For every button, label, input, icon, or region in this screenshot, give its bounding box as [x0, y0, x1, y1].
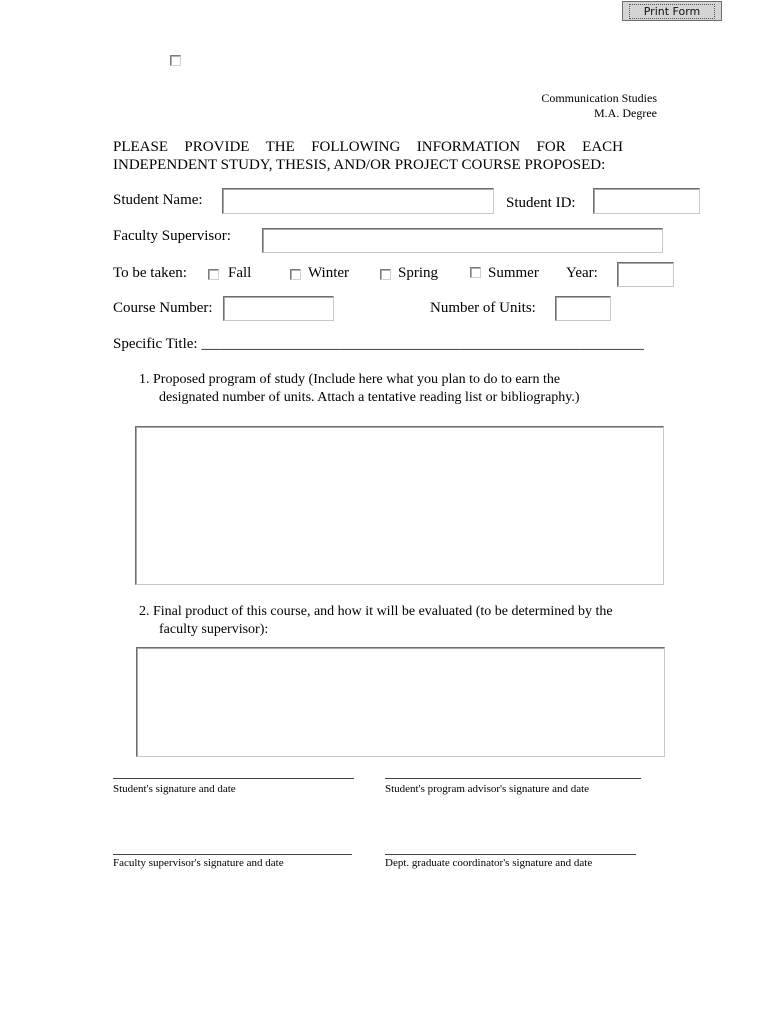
- fall-label: Fall: [228, 265, 252, 281]
- question-2-line1: 2. Final product of this course, and how it will be evaluated (to be determined by the: [139, 604, 613, 619]
- question-1-line1: 1. Proposed program of study (Include here what you plan to do to earn the: [139, 372, 561, 387]
- final-product-textarea[interactable]: [136, 647, 665, 757]
- degree-label: M.A. Degree: [594, 106, 657, 120]
- department-label: Communication Studies: [541, 91, 657, 105]
- student-name-input[interactable]: [222, 188, 494, 214]
- student-name-label: Student Name:: [113, 192, 203, 208]
- print-form-label: Print Form: [629, 4, 716, 19]
- program-advisor-signature-label: Student's program advisor's signature and date: [385, 783, 590, 795]
- faculty-supervisor-signature-line: [113, 854, 352, 855]
- spring-label: Spring: [398, 265, 439, 281]
- question-1-line2: designated number of units. Attach a tentative reading list or bibliography.): [159, 390, 580, 405]
- form-heading-line2: INDEPENDENT STUDY, THESIS, AND/OR PROJECT COURSE PROPOSED:: [113, 157, 606, 173]
- faculty-supervisor-input[interactable]: [262, 228, 663, 253]
- form-heading-line1: PLEASE PROVIDE THE FOLLOWING INFORMATION FOR EACH: [113, 139, 623, 155]
- faculty-supervisor-signature-label: Faculty supervisor's signature and date: [113, 857, 284, 869]
- winter-checkbox[interactable]: [290, 269, 301, 280]
- student-signature-line: [113, 778, 354, 779]
- print-form-button[interactable]: [622, 1, 722, 21]
- course-number-input[interactable]: [223, 296, 334, 321]
- number-of-units-input[interactable]: [555, 296, 611, 321]
- year-input[interactable]: [617, 262, 674, 287]
- to-be-taken-label: To be taken:: [113, 265, 187, 281]
- student-id-label: Student ID:: [506, 195, 576, 211]
- form-heading-2: [113, 156, 673, 174]
- top-checkbox[interactable]: [170, 55, 181, 66]
- course-number-label: Course Number:: [113, 300, 213, 316]
- summer-label: Summer: [488, 265, 539, 281]
- student-signature-label: Student's signature and date: [113, 783, 236, 795]
- program-advisor-signature-line: [385, 778, 641, 779]
- winter-label: Winter: [308, 265, 350, 281]
- program-of-study-textarea[interactable]: [135, 426, 664, 585]
- fall-checkbox[interactable]: [208, 269, 219, 280]
- grad-coordinator-signature-line: [385, 854, 636, 855]
- form-heading: [113, 138, 623, 156]
- year-label: Year:: [566, 265, 598, 281]
- student-id-input[interactable]: [593, 188, 700, 214]
- summer-checkbox[interactable]: [470, 267, 481, 278]
- grad-coordinator-signature-label: Dept. graduate coordinator's signature and date: [385, 857, 593, 869]
- faculty-supervisor-label: Faculty Supervisor:: [113, 228, 231, 244]
- number-of-units-label: Number of Units:: [430, 300, 536, 316]
- specific-title-label: Specific Title: ___________________________________________________________: [113, 336, 644, 352]
- spring-checkbox[interactable]: [380, 269, 391, 280]
- question-2-line2: faculty supervisor):: [159, 622, 269, 637]
